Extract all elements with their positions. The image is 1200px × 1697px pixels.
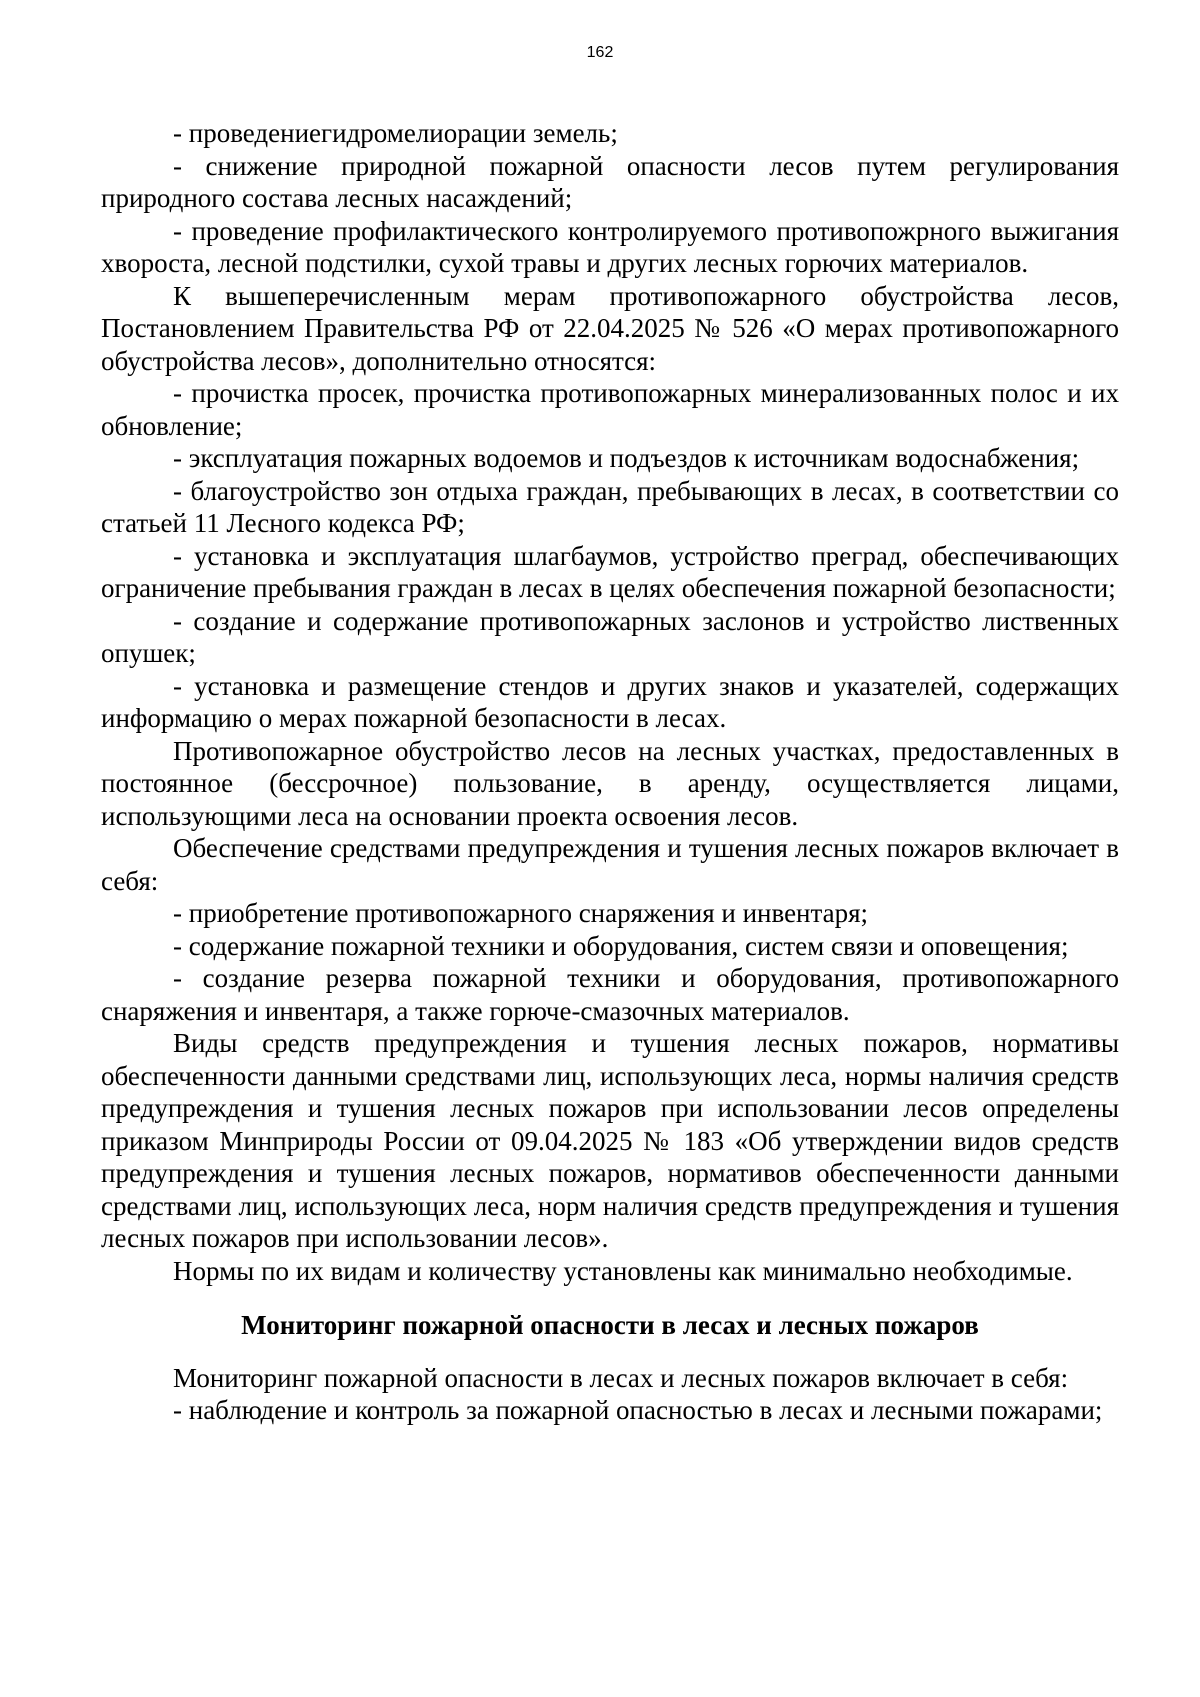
- document-body: [101, 117, 1119, 1427]
- paragraph: - содержание пожарной техники и оборудования, систем связи и оповещения;: [173, 930, 1069, 961]
- paragraph: К вышеперечисленным мерам противопожарного обустройства лесов, Постановлением Правительства РФ от 22.04.2025 № 526 «О мерах противопожарного обустройства лесов», дополнительно относятся:: [101, 280, 1119, 376]
- paragraph: Обеспечение средствами предупреждения и тушения лесных пожаров включает в себя:: [101, 833, 1119, 896]
- paragraph: - эксплуатация пожарных водоемов и подъездов к источникам водоснабжения;: [173, 443, 1080, 473]
- paragraph: - установка и размещение стендов и других знаков и указателей, содержащих информацию о мерах пожарной безопасности в лесах.: [101, 670, 1119, 733]
- section-heading: Мониторинг пожарной опасности в лесах и лесных пожаров: [241, 1310, 979, 1340]
- paragraph: - приобретение противопожарного снаряжения и инвентаря;: [173, 898, 869, 928]
- paragraph: Мониторинг пожарной опасности в лесах и лесных пожаров включает в себя:: [173, 1362, 1069, 1393]
- paragraph: - создание и содержание противопожарных заслонов и устройство лиственных опушек;: [101, 605, 1119, 668]
- paragraph: - благоустройство зон отдыха граждан, пребывающих в лесах, в соответствии со статьей 11 Лесного кодекса РФ;: [101, 475, 1119, 538]
- paragraph: - создание резерва пожарной техники и оборудования, противопожарного снаряжения и инвентаря, а также горюче-смазочных материалов.: [101, 963, 1119, 1026]
- paragraph: Виды средств предупреждения и тушения лесных пожаров, нормативы обеспеченности данными средствами лиц, использующих леса, нормы наличия средств предупреждения и тушения лесных пожаров при использовании лесов определены приказом Минприроды России от 09.04.2025 № 183 «Об утверждении видов средств предупреждения и тушения лесных пожаров, нормативов обеспеченности данными средствами лиц, использующих леса, норм наличия средств предупреждения и тушения лесных пожаров при использовании лесов».: [101, 1028, 1119, 1253]
- paragraph: - проведение профилактического контролируемого противопожрного выжигания хвороста, лесной подстилки, сухой травы и других лесных горючих материалов.: [101, 215, 1119, 278]
- paragraph: - проведениегидромелиорации земель;: [173, 118, 618, 148]
- paragraph: Нормы по их видам и количеству установлены как минимально необходимые.: [173, 1255, 1073, 1286]
- paragraph: Противопожарное обустройство лесов на лесных участках, предоставленных в постоянное (бессрочное) пользование, в аренду, осуществляется лицами, использующими леса на основании проекта освоения лесов.: [101, 735, 1119, 831]
- paragraph: - установка и эксплуатация шлагбаумов, устройство преград, обеспечивающих ограничение пребывания граждан в лесах в целях обеспечения пожарной безопасности;: [101, 540, 1119, 603]
- paragraph: - прочистка просек, прочистка противопожарных минерализованных полос и их обновление;: [101, 378, 1119, 441]
- paragraph: - снижение природной пожарной опасности лесов путем регулирования природного состава лесных насаждений;: [101, 150, 1119, 213]
- paragraph: - наблюдение и контроль за пожарной опасностью в лесах и лесными пожарами;: [173, 1395, 1103, 1425]
- page-number: 162: [586, 44, 614, 61]
